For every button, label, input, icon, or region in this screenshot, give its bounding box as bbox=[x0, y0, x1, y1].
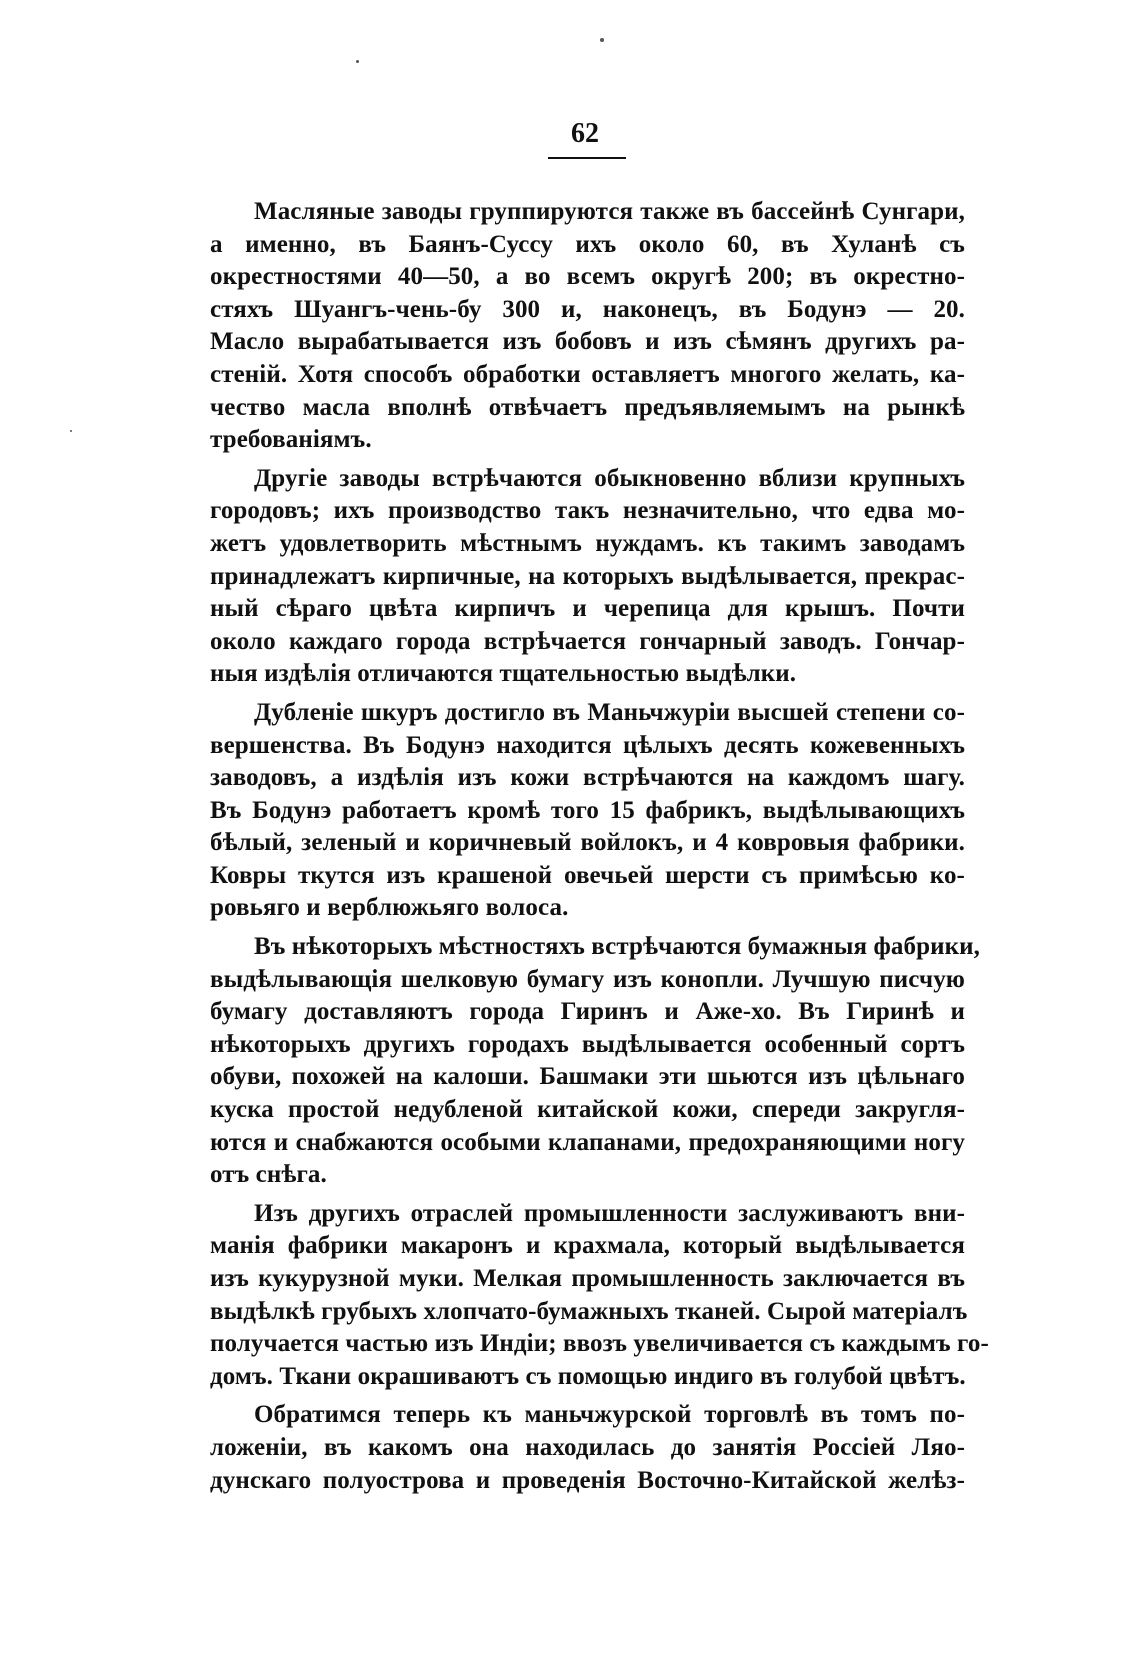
text-line: ложеніи, въ какомъ она находилась до занятія Россіей Ляо- bbox=[210, 1433, 965, 1461]
text-line: стяхъ Шуангъ-чень-бу 300 и, наконецъ, въ Бодунэ — 20. bbox=[210, 295, 965, 323]
text-line: отъ снѣга. bbox=[210, 1161, 327, 1189]
text-line: Масляные заводы группируются также въ бассейнѣ Сунгари, bbox=[254, 198, 965, 225]
text-line: около каждаго города встрѣчается гончарный заводъ. Гончар- bbox=[210, 627, 965, 655]
text-line: требованіямъ. bbox=[210, 426, 372, 454]
body-text bbox=[210, 196, 989, 1497]
text-line: стеній. Хотя способъ обработки оставляетъ многого желать, ка- bbox=[210, 360, 965, 388]
text-line: манія фабрики макаронъ и крахмала, который выдѣлывается bbox=[210, 1232, 965, 1260]
text-line: ныя издѣлія отличаются тщательностью выдѣлки. bbox=[210, 660, 797, 688]
text-line: Другіе заводы встрѣчаются обыкновенно вблизи крупныхъ bbox=[254, 464, 965, 492]
text-line: получается частью изъ Индіи; ввозъ увеличивается съ каждымъ го- bbox=[210, 1330, 989, 1358]
text-line: чество масла вполнѣ отвѣчаетъ предъявляемымъ на рынкѣ bbox=[210, 393, 965, 421]
paragraph bbox=[210, 196, 965, 457]
print-speck bbox=[600, 38, 604, 42]
text-line: ный сѣраго цвѣта кирпичъ и черепица для крышъ. Почти bbox=[210, 595, 965, 623]
paragraph bbox=[210, 1399, 965, 1497]
text-line: окрестностями 40—50, а во всемъ округѣ 200; въ окрестно- bbox=[210, 263, 965, 291]
paragraph bbox=[210, 931, 980, 1192]
text-line: дунскаго полуострова и проведенія Восточно-Китайской желѣз- bbox=[210, 1466, 965, 1494]
text-line: нѣкоторыхъ другихъ городахъ выдѣлывается особенный сортъ bbox=[210, 1030, 965, 1058]
paragraph bbox=[210, 463, 965, 691]
text-line: ются и снабжаются особыми клапанами, предохраняющими ногу bbox=[210, 1128, 965, 1156]
paragraph bbox=[210, 1198, 989, 1394]
text-line: ровьяго и верблюжьяго волоса. bbox=[210, 894, 569, 922]
text-line: Обратимся теперь къ маньчжурской торговлѣ въ томъ по- bbox=[254, 1401, 965, 1429]
print-speck bbox=[356, 60, 359, 63]
text-line: а именно, въ Баянъ-Суссу ихъ около 60, въ Хуланѣ съ bbox=[210, 230, 965, 258]
text-line: принадлежатъ кирпичные, на которыхъ выдѣлывается, прекрас- bbox=[210, 562, 965, 590]
text-line: куска простой недубленой китайской кожи, спереди закругля- bbox=[210, 1096, 965, 1124]
text-line: вершенства. Въ Бодунэ находится цѣлыхъ десять кожевенныхъ bbox=[210, 731, 965, 759]
text-line: заводовъ, а издѣлія изъ кожи встрѣчаются на каждомъ шагу. bbox=[210, 764, 965, 792]
text-line: изъ кукурузной муки. Мелкая промышленность заключается въ bbox=[210, 1265, 965, 1292]
text-line: домъ. Ткани окрашиваютъ съ помощью индиго въ голубой цвѣтъ. bbox=[210, 1362, 966, 1390]
text-line: Въ Бодунэ работаетъ кромѣ того 15 фабрикъ, выдѣлывающихъ bbox=[210, 796, 965, 824]
text-line: бумагу доставляютъ города Гиринъ и Аже-хо. Въ Гиринѣ и bbox=[210, 998, 965, 1026]
text-line: Масло вырабатывается изъ бобовъ и изъ сѣмянъ другихъ ра- bbox=[210, 328, 965, 356]
text-line: бѣлый, зеленый и коричневый войлокъ, и 4 ковровыя фабрики. bbox=[210, 829, 965, 857]
paragraph bbox=[210, 697, 965, 925]
text-line: выдѣлкѣ грубыхъ хлопчато-бумажныхъ тканей. Сырой матеріалъ bbox=[210, 1297, 968, 1325]
text-line: Изъ другихъ отраслей промышленности заслуживаютъ вни- bbox=[254, 1199, 965, 1227]
page-number: 62 bbox=[571, 118, 599, 149]
page-number-rule bbox=[548, 157, 626, 159]
text-line: Дубленіе шкуръ достигло въ Маньчжуріи высшей степени со- bbox=[254, 698, 965, 726]
text-line: выдѣлывающія шелковую бумагу изъ конопли. Лучшую писчую bbox=[210, 965, 965, 993]
print-speck bbox=[70, 430, 72, 432]
text-line: Ковры ткутся изъ крашеной овечьей шерсти съ примѣсью ко- bbox=[210, 861, 965, 889]
text-line: обуви, похожей на калоши. Башмаки эти шьются изъ цѣльнаго bbox=[210, 1063, 965, 1091]
text-line: Въ нѣкоторыхъ мѣстностяхъ встрѣчаются бумажныя фабрики, bbox=[254, 933, 980, 961]
text-line: городовъ; ихъ производство такъ незначительно, что едва мо- bbox=[210, 497, 965, 525]
text-line: жетъ удовлетворить мѣстнымъ нуждамъ. къ такимъ заводамъ bbox=[210, 529, 965, 557]
